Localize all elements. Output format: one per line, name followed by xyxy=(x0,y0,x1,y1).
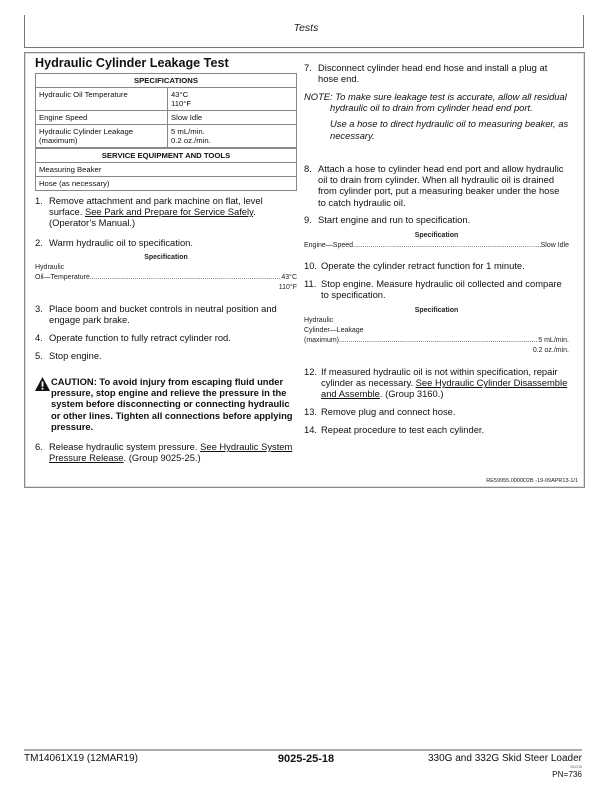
tool-item: Measuring Beaker xyxy=(36,163,297,177)
step-5: 5. Stop engine. xyxy=(35,350,102,361)
park-and-prepare-link[interactable]: See Park and Prepare for Service Safely xyxy=(84,206,254,218)
step-13: 13. Remove plug and connect hose. xyxy=(304,406,456,417)
print-code: 031219 xyxy=(570,765,582,769)
step-9: 9. Start engine and run to specification. xyxy=(304,214,471,225)
system-pressure-release-link[interactable]: See Hydraulic System Pressure Release xyxy=(49,441,293,464)
step-8: 8. Attach a hose to cylinder head end port and allow hydraulic oil to drain from cylinder. When all hydraulic oil is drained from cylinder port, put a measuring beaker under the hose to catch hydraulic oil. xyxy=(304,163,564,208)
table-row xyxy=(36,111,297,125)
spec-value: 43°C 110°F xyxy=(168,88,297,111)
cylinder-disassemble-link[interactable]: See Hydraulic Cylinder Disassemble and Assemble xyxy=(321,377,568,400)
page-title: Hydraulic Cylinder Leakage Test xyxy=(35,56,229,70)
spec-value: 5 mL/min. 0.2 oz./min. xyxy=(168,125,297,148)
spec-engine-speed: Specification Engine—Speed ..... Slow Idle xyxy=(304,231,569,251)
specifications-heading: SPECIFICATIONS xyxy=(36,74,297,88)
specifications-table xyxy=(35,73,297,148)
step-11: 11. Stop engine. Measure hydraulic oil collected and compare to specification. xyxy=(304,278,562,301)
document-reference: RE59955,0000D2B -19-09APR13-1/1 xyxy=(486,478,578,484)
step-7: 7. Disconnect cylinder head end hose and install a plug at hose end. xyxy=(304,62,548,85)
pn-number: PN=736 xyxy=(552,770,582,779)
spec-item: Hydraulic Oil Temperature xyxy=(36,88,168,111)
section-title: Tests xyxy=(293,22,319,34)
tool-item: Hose (as necessary) xyxy=(36,177,297,191)
step-2: 2. Warm hydraulic oil to specification. xyxy=(35,237,193,248)
manual-id: TM14061X19 (12MAR19) xyxy=(24,753,138,764)
spec-item: Hydraulic Cylinder Leakage (maximum) xyxy=(36,125,168,148)
tools-heading: SERVICE EQUIPMENT AND TOOLS xyxy=(36,149,297,163)
step-3: 3. Place boom and bucket controls in neutral position and engage park brake. xyxy=(35,303,277,326)
product-name: 330G and 332G Skid Steer Loader xyxy=(428,753,582,764)
note-block: NOTE: To make sure leakage test is accurate, allow all residual hydraulic oil to drain from cylinder head end port. Use a hose to direct hydraulic oil to measuring beaker, as necessary. xyxy=(304,91,569,141)
caution-block: CAUTION: To avoid injury from escaping fluid under pressure, stop engine and relieve the pressure in the system before disconnecting or connecting hydraulic or other lines. Tighten all connections before applying pressure. xyxy=(35,376,297,432)
table-row xyxy=(36,88,297,111)
spec-cylinder-leakage: Specification Hydraulic Cylinder—Leakage (maximum) ..... 5 mL/min. 0.2 oz./min. xyxy=(304,306,569,356)
page-number: 9025-25-18 xyxy=(277,753,335,765)
table-row xyxy=(36,177,297,191)
step-1: 1. Remove attachment and park machine on flat, level surface. See Park and Prepare for Service Safely. (Operator’s Manual.) xyxy=(35,195,263,229)
content-box xyxy=(24,52,585,488)
spec-value: Slow Idle xyxy=(168,111,297,125)
step-4: 4. Operate function to fully retract cylinder rod. xyxy=(35,332,231,343)
warning-triangle-icon xyxy=(35,377,50,391)
table-row xyxy=(36,125,297,148)
table-row xyxy=(36,163,297,177)
step-14: 14. Repeat procedure to test each cylinder. xyxy=(304,424,485,435)
footer-divider xyxy=(24,749,582,751)
spec-oil-temperature: Specification Hydraulic Oil—Temperature ..... 43°C 110°F xyxy=(35,253,297,293)
step-10: 10. Operate the cylinder retract function for 1 minute. xyxy=(304,260,525,271)
tools-table xyxy=(35,148,297,191)
spec-item: Engine Speed xyxy=(36,111,168,125)
step-6: 6. Release hydraulic system pressure. See Hydraulic System Pressure Release. (Group 9025-25.) xyxy=(35,441,293,464)
step-12: 12. If measured hydraulic oil is not within specification, repair cylinder as necessary. See Hydraulic Cylinder Disassemble and Assemble. (Group 3160.) xyxy=(304,366,568,400)
